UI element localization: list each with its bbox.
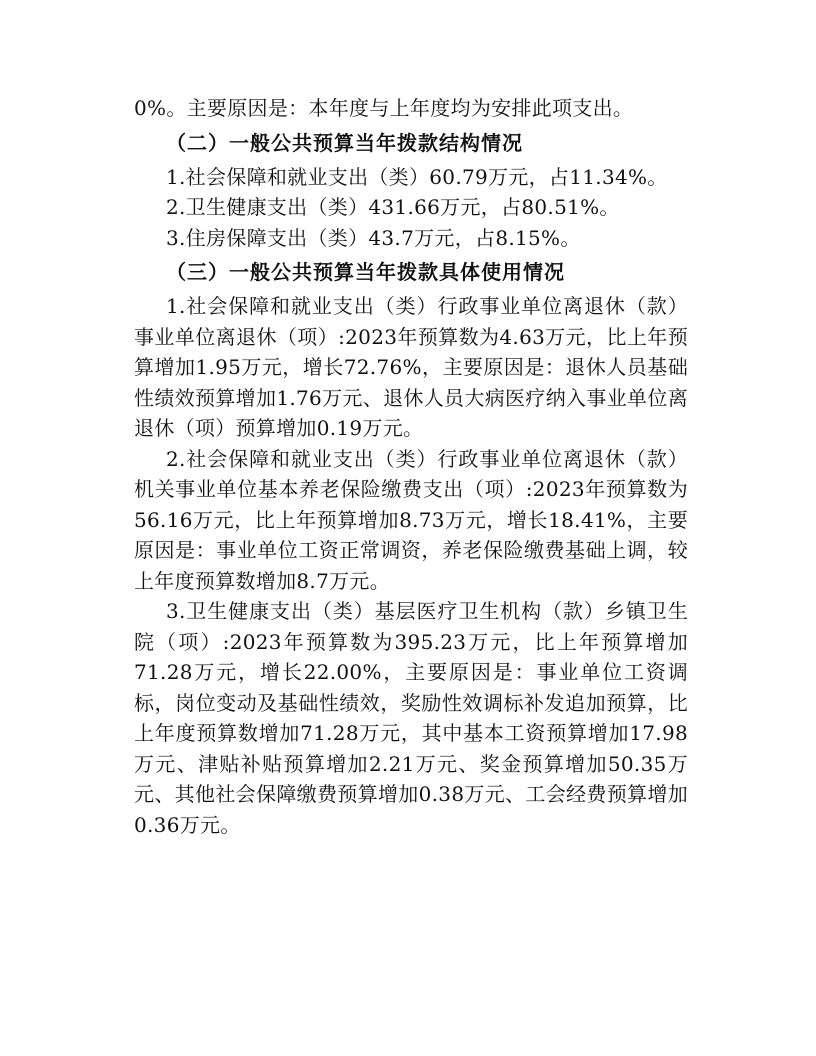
paragraph-continuation: 0%。主要原因是：本年度与上年度均为安排此项支出。: [134, 96, 634, 120]
usage-item-1: 1.社会保障和就业支出（类）行政事业单位离退休（款）事业单位离退休（项）:2023年预算数为4.63万元，比上年预算增加1.95万元，增长72.76%，主要原因是：退休人员基础性绩效预算增加1.76万元、退休人员大病医疗纳入事业单位离退休（项）预算增加0.19万元。: [134, 294, 688, 440]
structure-item-2: 2.卫生健康支出（类）431.66万元，占80.51%。: [166, 195, 620, 219]
section-heading-2: （二）一般公共预算当年拨款结构情况: [166, 130, 523, 155]
usage-item-2: 2.社会保障和就业支出（类）行政事业单位离退休（款）机关事业单位基本养老保险缴费支出（项）:2023年预算数为56.16万元，比上年预算增加8.73万元，增长18.41%，主要原因是：事业单位工资正常调资，养老保险缴费基础上调，较上年度预算数增加8.7万元。: [134, 446, 688, 593]
section-heading-3: （三）一般公共预算当年拨款具体使用情况: [166, 260, 565, 284]
document-body: [134, 93, 688, 840]
structure-item-3: 3.住房保障支出（类）43.7万元，占8.15%。: [166, 225, 581, 250]
usage-item-3: 3.卫生健康支出（类）基层医疗卫生机构（款）乡镇卫生院（项）:2023年预算数为395.23万元，比上年预算增加71.28万元，增长22.00%，主要原因是：事业单位工资调标，岗位变动及基础性绩效，奖励性效调标补发追加预算，比上年度预算数增加71.28万元，其中基本工资预算增加17.98万元、津贴补贴预算增加2.21万元、奖金预算增加50.35万元、其他社会保障缴费预算增加0.38万元、工会经费预算增加0.36万元。: [134, 599, 688, 837]
structure-item-1: 1.社会保障和就业支出（类）60.79万元，占11.34%。: [166, 164, 668, 189]
